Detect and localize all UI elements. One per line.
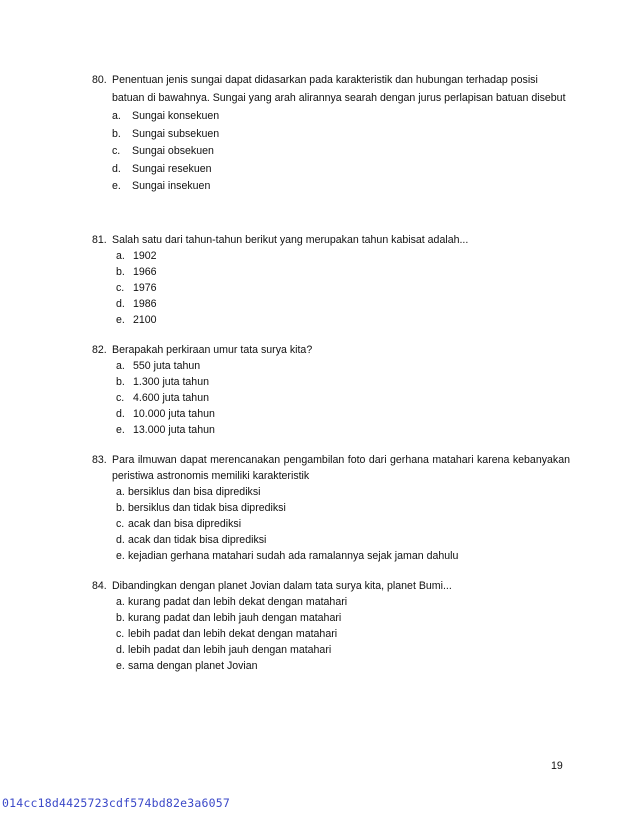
option-text: 550 juta tahun: [133, 360, 201, 372]
option-letter: b.: [116, 502, 125, 514]
option-text: Sungai insekuen: [132, 180, 211, 192]
question-text: Berapakah perkiraan umur tata surya kita?: [112, 344, 313, 356]
question-stem: [92, 342, 570, 358]
option-letter: d.: [116, 534, 125, 546]
question-number: 84.: [92, 580, 107, 592]
option-text: acak dan tidak bisa diprediksi: [128, 534, 267, 546]
option-letter: e.: [112, 180, 121, 192]
option-text: 13.000 juta tahun: [133, 424, 215, 436]
option-d: [116, 296, 570, 312]
option-d: [116, 642, 570, 658]
option-text: 1.300 juta tahun: [133, 376, 209, 388]
option-text: Sungai resekuen: [132, 162, 212, 175]
option-letter: a.: [112, 110, 121, 122]
option-list: [116, 484, 570, 564]
option-letter: a.: [116, 486, 125, 498]
option-b: [116, 610, 570, 626]
option-text: kurang padat dan lebih jauh dengan matahari: [128, 612, 342, 624]
option-d: [116, 406, 570, 422]
option-list: [116, 358, 570, 438]
question-number: 83.: [92, 454, 107, 466]
option-e: [116, 312, 570, 328]
option-text: bersiklus dan bisa diprediksi: [128, 486, 261, 498]
option-c: [116, 626, 570, 642]
option-e: [116, 422, 570, 438]
option-b: [112, 126, 570, 144]
option-d: [112, 161, 570, 179]
option-text: lebih padat dan lebih dekat dengan matahari: [128, 628, 338, 640]
option-text: Sungai konsekuen: [132, 110, 220, 122]
option-letter: a.: [116, 250, 125, 262]
question-text: Para ilmuwan dapat merencanakan pengambilan foto dari gerhana matahari karena kebanyakan peristiwa astronomis memiliki karakteristik: [112, 454, 570, 482]
option-letter: a.: [116, 596, 125, 608]
option-list: [112, 108, 570, 196]
question-text: Salah satu dari tahun-tahun berikut yang merupakan tahun kabisat adalah...: [112, 234, 469, 246]
option-letter: b.: [116, 376, 125, 388]
option-text: bersiklus dan tidak bisa diprediksi: [128, 502, 286, 514]
option-d: [116, 532, 570, 548]
option-letter: c.: [116, 282, 125, 294]
option-text: acak dan bisa diprediksi: [128, 518, 242, 530]
option-list: [116, 248, 570, 328]
page-number: 19: [551, 760, 563, 772]
option-letter: e.: [116, 314, 125, 326]
option-a: [116, 248, 570, 264]
option-text: 1986: [133, 298, 157, 310]
option-text: 10.000 juta tahun: [133, 408, 215, 420]
question-stem: [92, 72, 570, 107]
option-c: [116, 516, 570, 532]
question-80: [92, 72, 570, 196]
question-text: Dibandingkan dengan planet Jovian dalam tata surya kita, planet Bumi...: [112, 580, 452, 592]
option-b: [116, 264, 570, 280]
option-letter: b.: [112, 127, 121, 140]
option-list: [116, 594, 570, 674]
option-letter: b.: [116, 612, 125, 624]
option-letter: c.: [116, 518, 125, 530]
option-text: 2100: [133, 314, 157, 326]
option-letter: d.: [116, 644, 125, 656]
option-letter: c.: [112, 145, 121, 157]
option-a: [112, 108, 570, 126]
option-a: [116, 484, 570, 500]
question-number: 82.: [92, 344, 107, 356]
question-stem: [92, 232, 570, 248]
option-letter: e.: [116, 660, 125, 672]
option-letter: c.: [116, 628, 125, 640]
option-c: [116, 390, 570, 406]
option-b: [116, 374, 570, 390]
document-hash-watermark: 014cc18d4425723cdf574bd82e3a6057: [2, 796, 230, 810]
option-letter: e.: [116, 424, 125, 436]
option-text: 1902: [133, 250, 157, 262]
question-81: [92, 232, 570, 328]
option-text: Sungai subsekuen: [132, 127, 220, 140]
option-letter: d.: [116, 298, 125, 310]
option-e: [116, 548, 570, 564]
option-e: [116, 658, 570, 674]
question-84: [92, 578, 570, 674]
option-text: lebih padat dan lebih jauh dengan matahari: [128, 644, 332, 656]
option-text: 4.600 juta tahun: [133, 392, 209, 404]
option-letter: a.: [116, 360, 125, 372]
question-text: Penentuan jenis sungai dapat didasarkan pada karakteristik dan hubungan terhadap posisi batuan di bawahnya. Sungai yang arah alirannya searah dengan jurus perlapisan batuan disebut: [112, 74, 566, 104]
question-number: 80.: [92, 74, 107, 86]
option-text: Sungai obsekuen: [132, 145, 214, 157]
option-letter: d.: [112, 162, 121, 175]
option-a: [116, 358, 570, 374]
question-83: [92, 452, 570, 564]
question-number: 81.: [92, 234, 107, 246]
option-e: [112, 178, 570, 196]
option-letter: e.: [116, 550, 125, 562]
option-c: [116, 280, 570, 296]
question-stem: [92, 578, 570, 594]
option-b: [116, 500, 570, 516]
option-letter: d.: [116, 408, 125, 420]
option-text: kurang padat dan lebih dekat dengan matahari: [128, 596, 348, 608]
option-letter: c.: [116, 392, 125, 404]
option-c: [112, 143, 570, 161]
option-text: 1966: [133, 266, 157, 278]
option-text: sama dengan planet Jovian: [128, 660, 258, 672]
question-82: [92, 342, 570, 438]
option-letter: b.: [116, 266, 125, 278]
option-a: [116, 594, 570, 610]
option-text: 1976: [133, 282, 157, 294]
question-stem: [92, 452, 570, 484]
option-text: kejadian gerhana matahari sudah ada ramalannya sejak jaman dahulu: [128, 550, 459, 562]
